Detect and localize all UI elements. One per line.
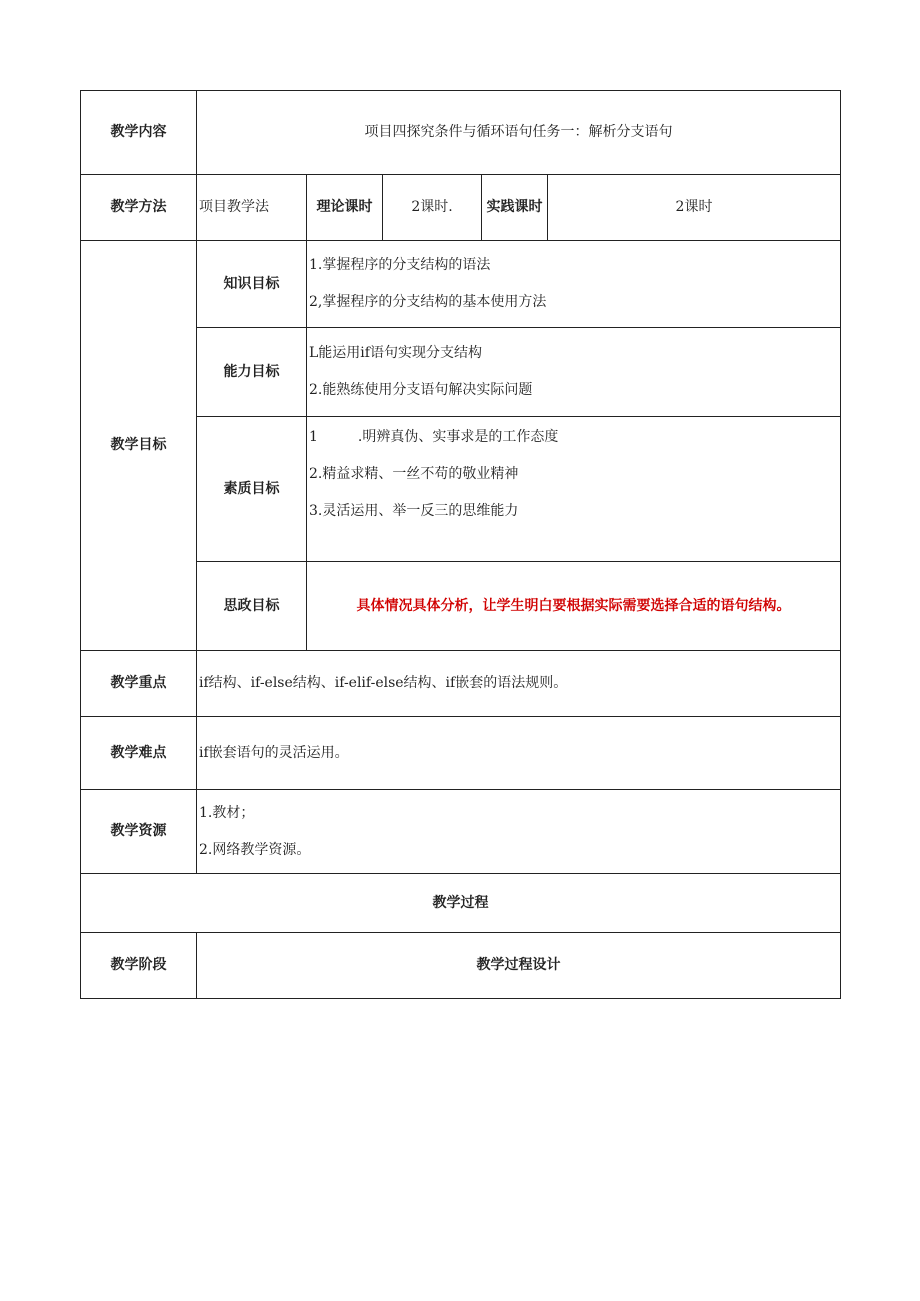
theory-hours-label: 理论课时 — [307, 175, 383, 241]
process-heading: 教学过程 — [81, 874, 841, 933]
quality-goal-label: 素质目标 — [197, 417, 307, 562]
ideology-goal-label: 思政目标 — [197, 562, 307, 651]
method-label: 教学方法 — [81, 175, 197, 241]
quality-goal-item-number: 1 — [309, 429, 318, 445]
quality-goal-item-text: .明辨真伪、实事求是的工作态度 — [357, 429, 559, 445]
row-key-points — [81, 651, 841, 717]
content-label: 教学内容 — [81, 91, 197, 175]
row-difficulties — [81, 717, 841, 790]
ability-goal-label: 能力目标 — [197, 328, 307, 417]
lesson-plan-table — [80, 90, 841, 999]
practice-hours-label: 实践课时 — [482, 175, 548, 241]
key-points-value: if结构、if-else结构、if-elif-else结构、if嵌套的语法规则。 — [197, 651, 841, 717]
row-process — [81, 874, 841, 933]
row-content — [81, 91, 841, 175]
quality-goal-item: 3.灵活运用、举一反三的思维能力 — [309, 503, 519, 519]
row-resources — [81, 790, 841, 874]
difficulties-label: 教学难点 — [81, 717, 197, 790]
quality-goal-item — [309, 419, 840, 456]
knowledge-goal-item: 2,掌握程序的分支结构的基本使用方法 — [309, 294, 547, 310]
difficulties-value: if嵌套语句的灵活运用。 — [197, 717, 841, 790]
row-method — [81, 175, 841, 241]
ability-goal-items — [307, 328, 841, 417]
ability-goal-item: L能运用if语句实现分支结构 — [309, 345, 482, 361]
ideology-goal-value: 具体情况具体分析，让学生明白要根据实际需要选择合适的语句结构。 — [307, 562, 841, 651]
row-stage — [81, 933, 841, 999]
resources-item: 1.教材； — [199, 804, 255, 821]
stage-label: 教学阶段 — [81, 933, 197, 999]
resources-items — [197, 790, 841, 874]
stage-value: 教学过程设计 — [197, 933, 841, 999]
practice-hours-value: 2课时 — [548, 175, 841, 241]
theory-hours-value: 2课时. — [383, 175, 482, 241]
content-value: 项目四探究条件与循环语句任务一：解析分支语句 — [197, 91, 841, 175]
ability-goal-item: 2.能熟练使用分支语句解决实际问题 — [309, 382, 533, 398]
knowledge-goal-item: 1.掌握程序的分支结构的语法 — [309, 257, 491, 273]
resources-item: 2.网络教学资源。 — [199, 841, 311, 858]
knowledge-goal-label: 知识目标 — [197, 241, 307, 328]
quality-goal-items — [307, 417, 841, 562]
key-points-label: 教学重点 — [81, 651, 197, 717]
knowledge-goal-items — [307, 241, 841, 328]
goals-label: 教学目标 — [81, 241, 197, 651]
quality-goal-item: 2.精益求精、一丝不苟的敬业精神 — [309, 466, 519, 482]
method-value: 项目教学法 — [197, 175, 307, 241]
row-knowledge-goal — [81, 241, 841, 328]
resources-label: 教学资源 — [81, 790, 197, 874]
